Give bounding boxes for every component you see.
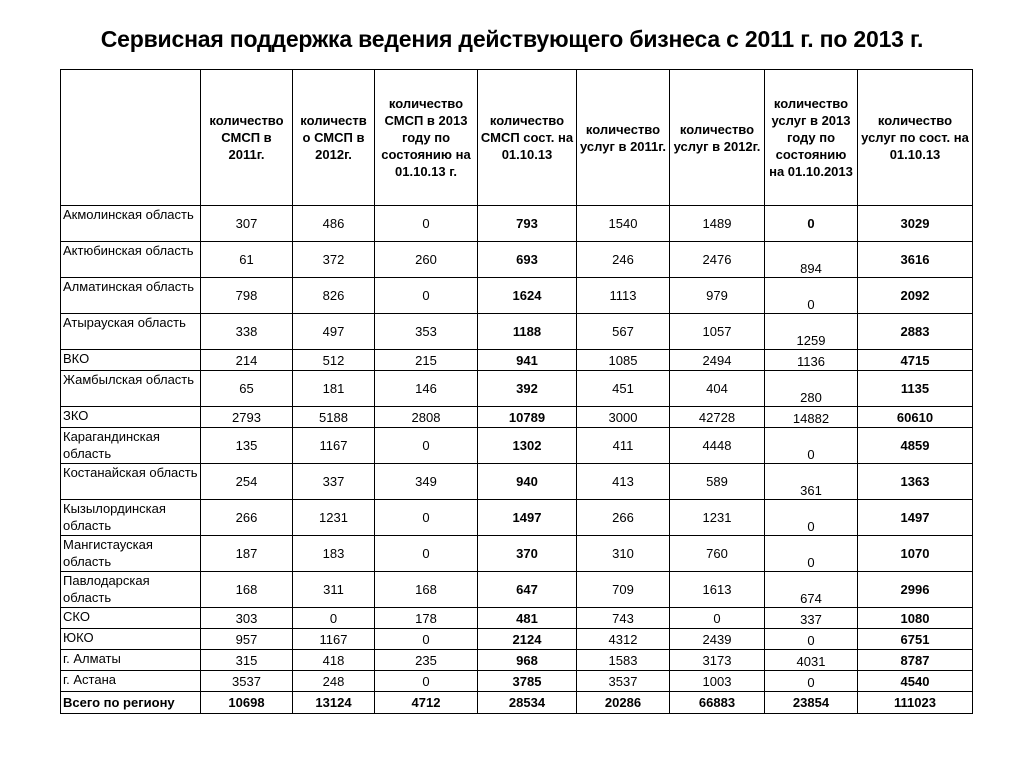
- services-2012-cell: 404: [670, 371, 765, 407]
- table-row: [61, 608, 973, 629]
- services-2012-cell: 3173: [670, 650, 765, 671]
- services-2012-cell: 0: [670, 608, 765, 629]
- services-total-cell: 3029: [858, 206, 973, 242]
- header-cell-services-2012: количество услуг в 2012г.: [670, 70, 765, 206]
- services-2011-cell: 1113: [577, 278, 670, 314]
- region-cell: г. Астана: [61, 671, 201, 692]
- services-2011-cell: 451: [577, 371, 670, 407]
- smsp-2011-cell: 65: [201, 371, 293, 407]
- smsp-2012-cell: 1167: [293, 629, 375, 650]
- services-2011-cell: 567: [577, 314, 670, 350]
- smsp-total-cell: 392: [478, 371, 577, 407]
- smsp-2011-cell: 61: [201, 242, 293, 278]
- services-2012-cell: 2476: [670, 242, 765, 278]
- smsp-total-cell: 647: [478, 572, 577, 608]
- region-cell: ВКО: [61, 350, 201, 371]
- services-2011-cell: 743: [577, 608, 670, 629]
- smsp-2012-cell: 337: [293, 464, 375, 500]
- services-2012-cell: 1489: [670, 206, 765, 242]
- table-row: [61, 464, 973, 500]
- services-2012-cell: 1613: [670, 572, 765, 608]
- smsp-2012-cell: 486: [293, 206, 375, 242]
- services-2011-cell: 413: [577, 464, 670, 500]
- services-2011-cell: 1540: [577, 206, 670, 242]
- table-row: [61, 350, 973, 371]
- smsp-2013-cell: 353: [375, 314, 478, 350]
- services-total-cell: 2996: [858, 572, 973, 608]
- smsp-2012-cell: 372: [293, 242, 375, 278]
- smsp-total-cell: 1188: [478, 314, 577, 350]
- total-smsp-2013: 4712: [375, 692, 478, 714]
- services-2013-cell: 894: [765, 242, 858, 278]
- services-2013-cell: 14882: [765, 407, 858, 428]
- smsp-total-cell: 1302: [478, 428, 577, 464]
- smsp-2012-cell: 311: [293, 572, 375, 608]
- smsp-2012-cell: 181: [293, 371, 375, 407]
- region-cell: Актюбинская область: [61, 242, 201, 278]
- smsp-2012-cell: 497: [293, 314, 375, 350]
- services-2012-cell: 760: [670, 536, 765, 572]
- table-row: [61, 671, 973, 692]
- table-row: [61, 407, 973, 428]
- services-2012-cell: 979: [670, 278, 765, 314]
- region-cell: ЗКО: [61, 407, 201, 428]
- table-row: [61, 500, 973, 536]
- smsp-total-cell: 940: [478, 464, 577, 500]
- smsp-2011-cell: 187: [201, 536, 293, 572]
- services-total-cell: 4715: [858, 350, 973, 371]
- region-cell: Кызылординская область: [61, 500, 201, 536]
- services-total-cell: 1080: [858, 608, 973, 629]
- header-cell-smsp-2013: количество СМСП в 2013 году по состоянию на 01.10.13 г.: [375, 70, 478, 206]
- services-total-cell: 4859: [858, 428, 973, 464]
- smsp-total-cell: 1624: [478, 278, 577, 314]
- table-row: [61, 206, 973, 242]
- smsp-2013-cell: 0: [375, 536, 478, 572]
- services-2011-cell: 310: [577, 536, 670, 572]
- total-services-total: 111023: [858, 692, 973, 714]
- services-2012-cell: 4448: [670, 428, 765, 464]
- services-2013-cell: 361: [765, 464, 858, 500]
- services-2012-cell: 1057: [670, 314, 765, 350]
- data-table: [60, 69, 973, 714]
- table-row: [61, 428, 973, 464]
- smsp-2012-cell: 418: [293, 650, 375, 671]
- table-row: [61, 242, 973, 278]
- smsp-2011-cell: 214: [201, 350, 293, 371]
- smsp-total-cell: 3785: [478, 671, 577, 692]
- total-row: [61, 692, 973, 714]
- services-2013-cell: 0: [765, 629, 858, 650]
- header-cell-services-2013: количество услуг в 2013 году по состоянию на 01.10.2013: [765, 70, 858, 206]
- services-2013-cell: 0: [765, 500, 858, 536]
- region-cell: ЮКО: [61, 629, 201, 650]
- header-cell-smsp-total: количество СМСП сост. на 01.10.13: [478, 70, 577, 206]
- header-cell-smsp-2011: количество СМСП в 2011г.: [201, 70, 293, 206]
- smsp-2013-cell: 235: [375, 650, 478, 671]
- smsp-2011-cell: 307: [201, 206, 293, 242]
- table-row: [61, 314, 973, 350]
- region-cell: г. Алматы: [61, 650, 201, 671]
- smsp-total-cell: 10789: [478, 407, 577, 428]
- smsp-2011-cell: 135: [201, 428, 293, 464]
- services-total-cell: 8787: [858, 650, 973, 671]
- smsp-2011-cell: 2793: [201, 407, 293, 428]
- smsp-2012-cell: 248: [293, 671, 375, 692]
- smsp-2011-cell: 3537: [201, 671, 293, 692]
- smsp-total-cell: 968: [478, 650, 577, 671]
- services-2011-cell: 411: [577, 428, 670, 464]
- services-2011-cell: 3537: [577, 671, 670, 692]
- smsp-2013-cell: 260: [375, 242, 478, 278]
- total-smsp-2012: 13124: [293, 692, 375, 714]
- services-total-cell: 1070: [858, 536, 973, 572]
- services-2013-cell: 0: [765, 278, 858, 314]
- smsp-2013-cell: 0: [375, 629, 478, 650]
- services-2012-cell: 1231: [670, 500, 765, 536]
- smsp-2013-cell: 0: [375, 206, 478, 242]
- smsp-2013-cell: 215: [375, 350, 478, 371]
- services-2011-cell: 3000: [577, 407, 670, 428]
- smsp-2013-cell: 0: [375, 500, 478, 536]
- region-cell: Мангистауская область: [61, 536, 201, 572]
- services-total-cell: 3616: [858, 242, 973, 278]
- services-total-cell: 2092: [858, 278, 973, 314]
- region-cell: Алматинская область: [61, 278, 201, 314]
- region-cell: Костанайская область: [61, 464, 201, 500]
- smsp-2013-cell: 146: [375, 371, 478, 407]
- smsp-2013-cell: 0: [375, 278, 478, 314]
- services-2012-cell: 589: [670, 464, 765, 500]
- table-body: [61, 206, 973, 692]
- page-title: Сервисная поддержка ведения действующего бизнеса с 2011 г. по 2013 г.: [100, 26, 924, 52]
- services-total-cell: 1363: [858, 464, 973, 500]
- smsp-2012-cell: 826: [293, 278, 375, 314]
- smsp-2011-cell: 254: [201, 464, 293, 500]
- header-cell-smsp-2012: количеств о СМСП в 2012г.: [293, 70, 375, 206]
- services-total-cell: 1135: [858, 371, 973, 407]
- region-cell: Акмолинская область: [61, 206, 201, 242]
- services-total-cell: 2883: [858, 314, 973, 350]
- smsp-2012-cell: 1231: [293, 500, 375, 536]
- table-row: [61, 650, 973, 671]
- smsp-2013-cell: 0: [375, 428, 478, 464]
- smsp-2011-cell: 338: [201, 314, 293, 350]
- services-2011-cell: 709: [577, 572, 670, 608]
- smsp-2011-cell: 798: [201, 278, 293, 314]
- smsp-total-cell: 693: [478, 242, 577, 278]
- smsp-2012-cell: 1167: [293, 428, 375, 464]
- services-2013-cell: 337: [765, 608, 858, 629]
- total-services-2013: 23854: [765, 692, 858, 714]
- total-services-2012: 66883: [670, 692, 765, 714]
- smsp-2012-cell: 0: [293, 608, 375, 629]
- services-2013-cell: 1259: [765, 314, 858, 350]
- region-cell: Жамбылская область: [61, 371, 201, 407]
- smsp-2011-cell: 957: [201, 629, 293, 650]
- table-row: [61, 371, 973, 407]
- header-row: [61, 70, 973, 206]
- smsp-total-cell: 941: [478, 350, 577, 371]
- smsp-total-cell: 370: [478, 536, 577, 572]
- smsp-2012-cell: 183: [293, 536, 375, 572]
- region-cell: Павлодарская область: [61, 572, 201, 608]
- services-2012-cell: 2494: [670, 350, 765, 371]
- services-2013-cell: 0: [765, 671, 858, 692]
- smsp-2011-cell: 168: [201, 572, 293, 608]
- services-2013-cell: 0: [765, 428, 858, 464]
- smsp-2012-cell: 5188: [293, 407, 375, 428]
- table-row: [61, 572, 973, 608]
- smsp-total-cell: 481: [478, 608, 577, 629]
- header-cell-services-2011: количество услуг в 2011г.: [577, 70, 670, 206]
- services-2012-cell: 42728: [670, 407, 765, 428]
- services-total-cell: 6751: [858, 629, 973, 650]
- services-2012-cell: 1003: [670, 671, 765, 692]
- total-label: Всего по региону: [61, 692, 201, 714]
- region-cell: Карагандинская область: [61, 428, 201, 464]
- table-row: [61, 278, 973, 314]
- smsp-2011-cell: 303: [201, 608, 293, 629]
- smsp-2013-cell: 349: [375, 464, 478, 500]
- smsp-2013-cell: 0: [375, 671, 478, 692]
- total-smsp-2011: 10698: [201, 692, 293, 714]
- smsp-total-cell: 793: [478, 206, 577, 242]
- services-total-cell: 4540: [858, 671, 973, 692]
- region-cell: СКО: [61, 608, 201, 629]
- smsp-2013-cell: 178: [375, 608, 478, 629]
- services-2011-cell: 1583: [577, 650, 670, 671]
- smsp-total-cell: 1497: [478, 500, 577, 536]
- smsp-2011-cell: 315: [201, 650, 293, 671]
- services-2013-cell: 0: [765, 206, 858, 242]
- services-2011-cell: 266: [577, 500, 670, 536]
- header-cell-services-total: количество услуг по сост. на 01.10.13: [858, 70, 973, 206]
- services-2011-cell: 4312: [577, 629, 670, 650]
- services-2012-cell: 2439: [670, 629, 765, 650]
- services-2013-cell: 674: [765, 572, 858, 608]
- smsp-total-cell: 2124: [478, 629, 577, 650]
- services-total-cell: 60610: [858, 407, 973, 428]
- table-row: [61, 536, 973, 572]
- smsp-2011-cell: 266: [201, 500, 293, 536]
- total-services-2011: 20286: [577, 692, 670, 714]
- services-2013-cell: 1136: [765, 350, 858, 371]
- table-row: [61, 629, 973, 650]
- services-2013-cell: 280: [765, 371, 858, 407]
- services-2013-cell: 0: [765, 536, 858, 572]
- region-cell: Атырауская область: [61, 314, 201, 350]
- services-2011-cell: 246: [577, 242, 670, 278]
- smsp-2013-cell: 168: [375, 572, 478, 608]
- smsp-2013-cell: 2808: [375, 407, 478, 428]
- services-2013-cell: 4031: [765, 650, 858, 671]
- smsp-2012-cell: 512: [293, 350, 375, 371]
- services-2011-cell: 1085: [577, 350, 670, 371]
- total-smsp-total: 28534: [478, 692, 577, 714]
- services-total-cell: 1497: [858, 500, 973, 536]
- header-cell-region: [61, 70, 201, 206]
